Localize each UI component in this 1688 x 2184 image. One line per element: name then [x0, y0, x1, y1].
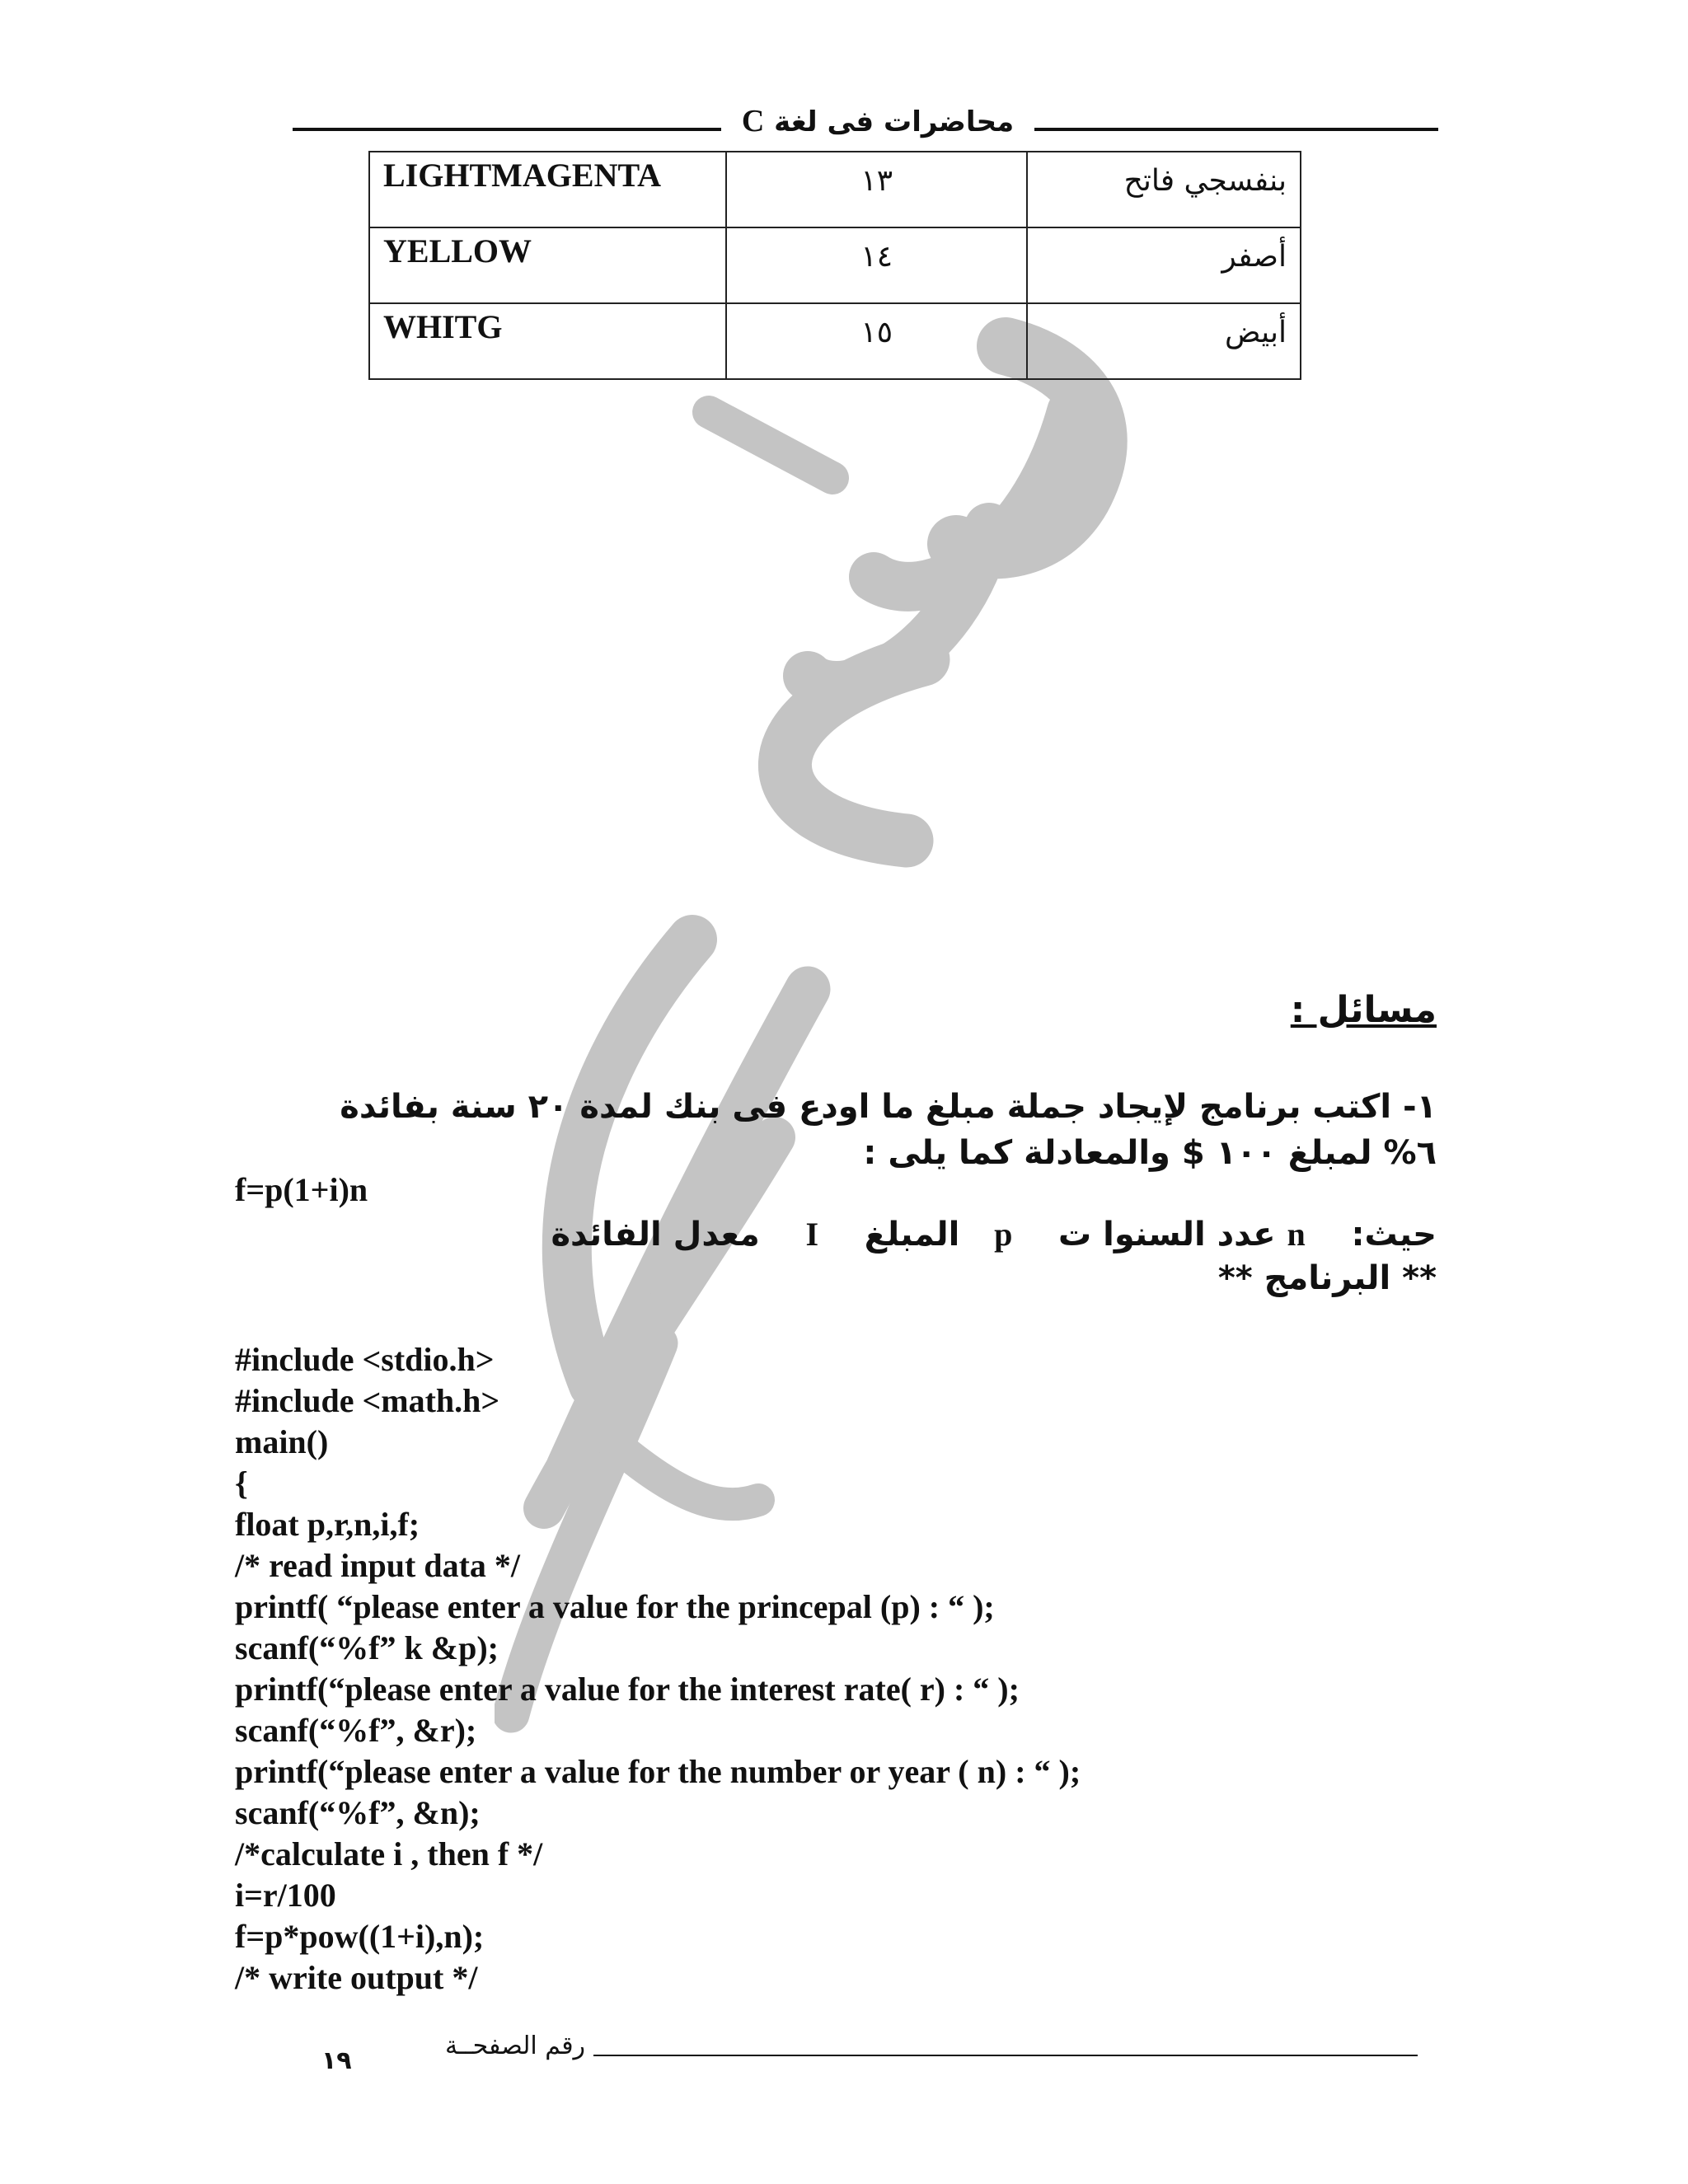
formula: f=p(1+i)n: [235, 1171, 368, 1208]
color-name-cell: YELLOW: [369, 227, 726, 303]
header-title: [721, 103, 1034, 139]
variable-definitions: [291, 1212, 1437, 1258]
code-line: printf(“please enter a value for the number or year ( n) : “ );: [235, 1753, 1081, 1790]
table-row: [369, 152, 1301, 227]
code-line: f=p*pow((1+i),n);: [235, 1918, 485, 1955]
color-name-cell: WHITG: [369, 303, 726, 379]
page-number: ١٩: [321, 2046, 352, 2075]
code-line: scanf(“%f”, &r);: [235, 1712, 477, 1749]
code-line: printf( “please enter a value for the princepal (p) : “ );: [235, 1588, 995, 1625]
code-line: #include <stdio.h>: [235, 1341, 495, 1378]
table-row: [369, 303, 1301, 379]
code-line: float p,r,n,i,f;: [235, 1506, 420, 1543]
code-line: #include <math.h>: [235, 1382, 500, 1419]
color-arabic-cell: بنفسجي فاتح: [1027, 152, 1301, 227]
problem-line-1: ١- اكتب برنامج لإيجاد جملة مبلغ ما اودع فى بنك لمدة ٢٠ سنة بفائدة: [340, 1088, 1437, 1126]
where-label: حيث:: [1351, 1216, 1437, 1254]
problem-statement: [291, 1084, 1437, 1176]
color-number-cell: ١٥: [726, 303, 1027, 379]
header-rule-right: [1034, 128, 1438, 131]
code-line: scanf(“%f” k &p);: [235, 1629, 499, 1666]
header-title-arabic: محاضرات فى لغة: [774, 105, 1015, 138]
code-line: {: [235, 1465, 248, 1502]
section-heading: مسائل :: [1290, 989, 1437, 1031]
color-number-cell: ١٣: [726, 152, 1027, 227]
color-arabic-cell: أصفر: [1027, 227, 1301, 303]
code-listing: [235, 1339, 1081, 1999]
header-title-c: C: [741, 104, 765, 138]
code-line: printf(“please enter a value for the interest rate( r) : “ );: [235, 1671, 1020, 1708]
var-p-desc: المبلغ: [864, 1216, 960, 1254]
page-label: رقم الصفحــة: [445, 2032, 586, 2060]
color-number-cell: ١٤: [726, 227, 1027, 303]
code-line: /* write output */: [235, 1959, 478, 1996]
var-p: p: [994, 1216, 1013, 1253]
color-arabic-cell: أبيض: [1027, 303, 1301, 379]
code-line: /* read input data */: [235, 1547, 520, 1584]
var-i-desc: معدل الفائدة: [551, 1216, 760, 1254]
program-title: ** البرنامج **: [1217, 1259, 1437, 1297]
problem-line-2: ٦% لمبلغ ١٠٠ $ والمعادلة كما يلى :: [863, 1134, 1437, 1172]
var-n: n: [1287, 1216, 1306, 1253]
color-name-cell: LIGHTMAGENTA: [369, 152, 726, 227]
page-header: [293, 103, 1438, 144]
color-table: [368, 151, 1301, 380]
table-row: [369, 227, 1301, 303]
var-i: I: [805, 1216, 819, 1253]
code-line: i=r/100: [235, 1877, 336, 1914]
header-rule-left: [293, 128, 721, 131]
var-n-desc: عدد السنوا ت: [1058, 1216, 1276, 1254]
page-footer: [321, 2032, 1434, 2097]
code-line: /*calculate i , then f */: [235, 1835, 543, 1872]
code-line: scanf(“%f”, &n);: [235, 1794, 481, 1831]
code-line: main(): [235, 1423, 329, 1460]
footer-rule: [593, 2055, 1418, 2056]
